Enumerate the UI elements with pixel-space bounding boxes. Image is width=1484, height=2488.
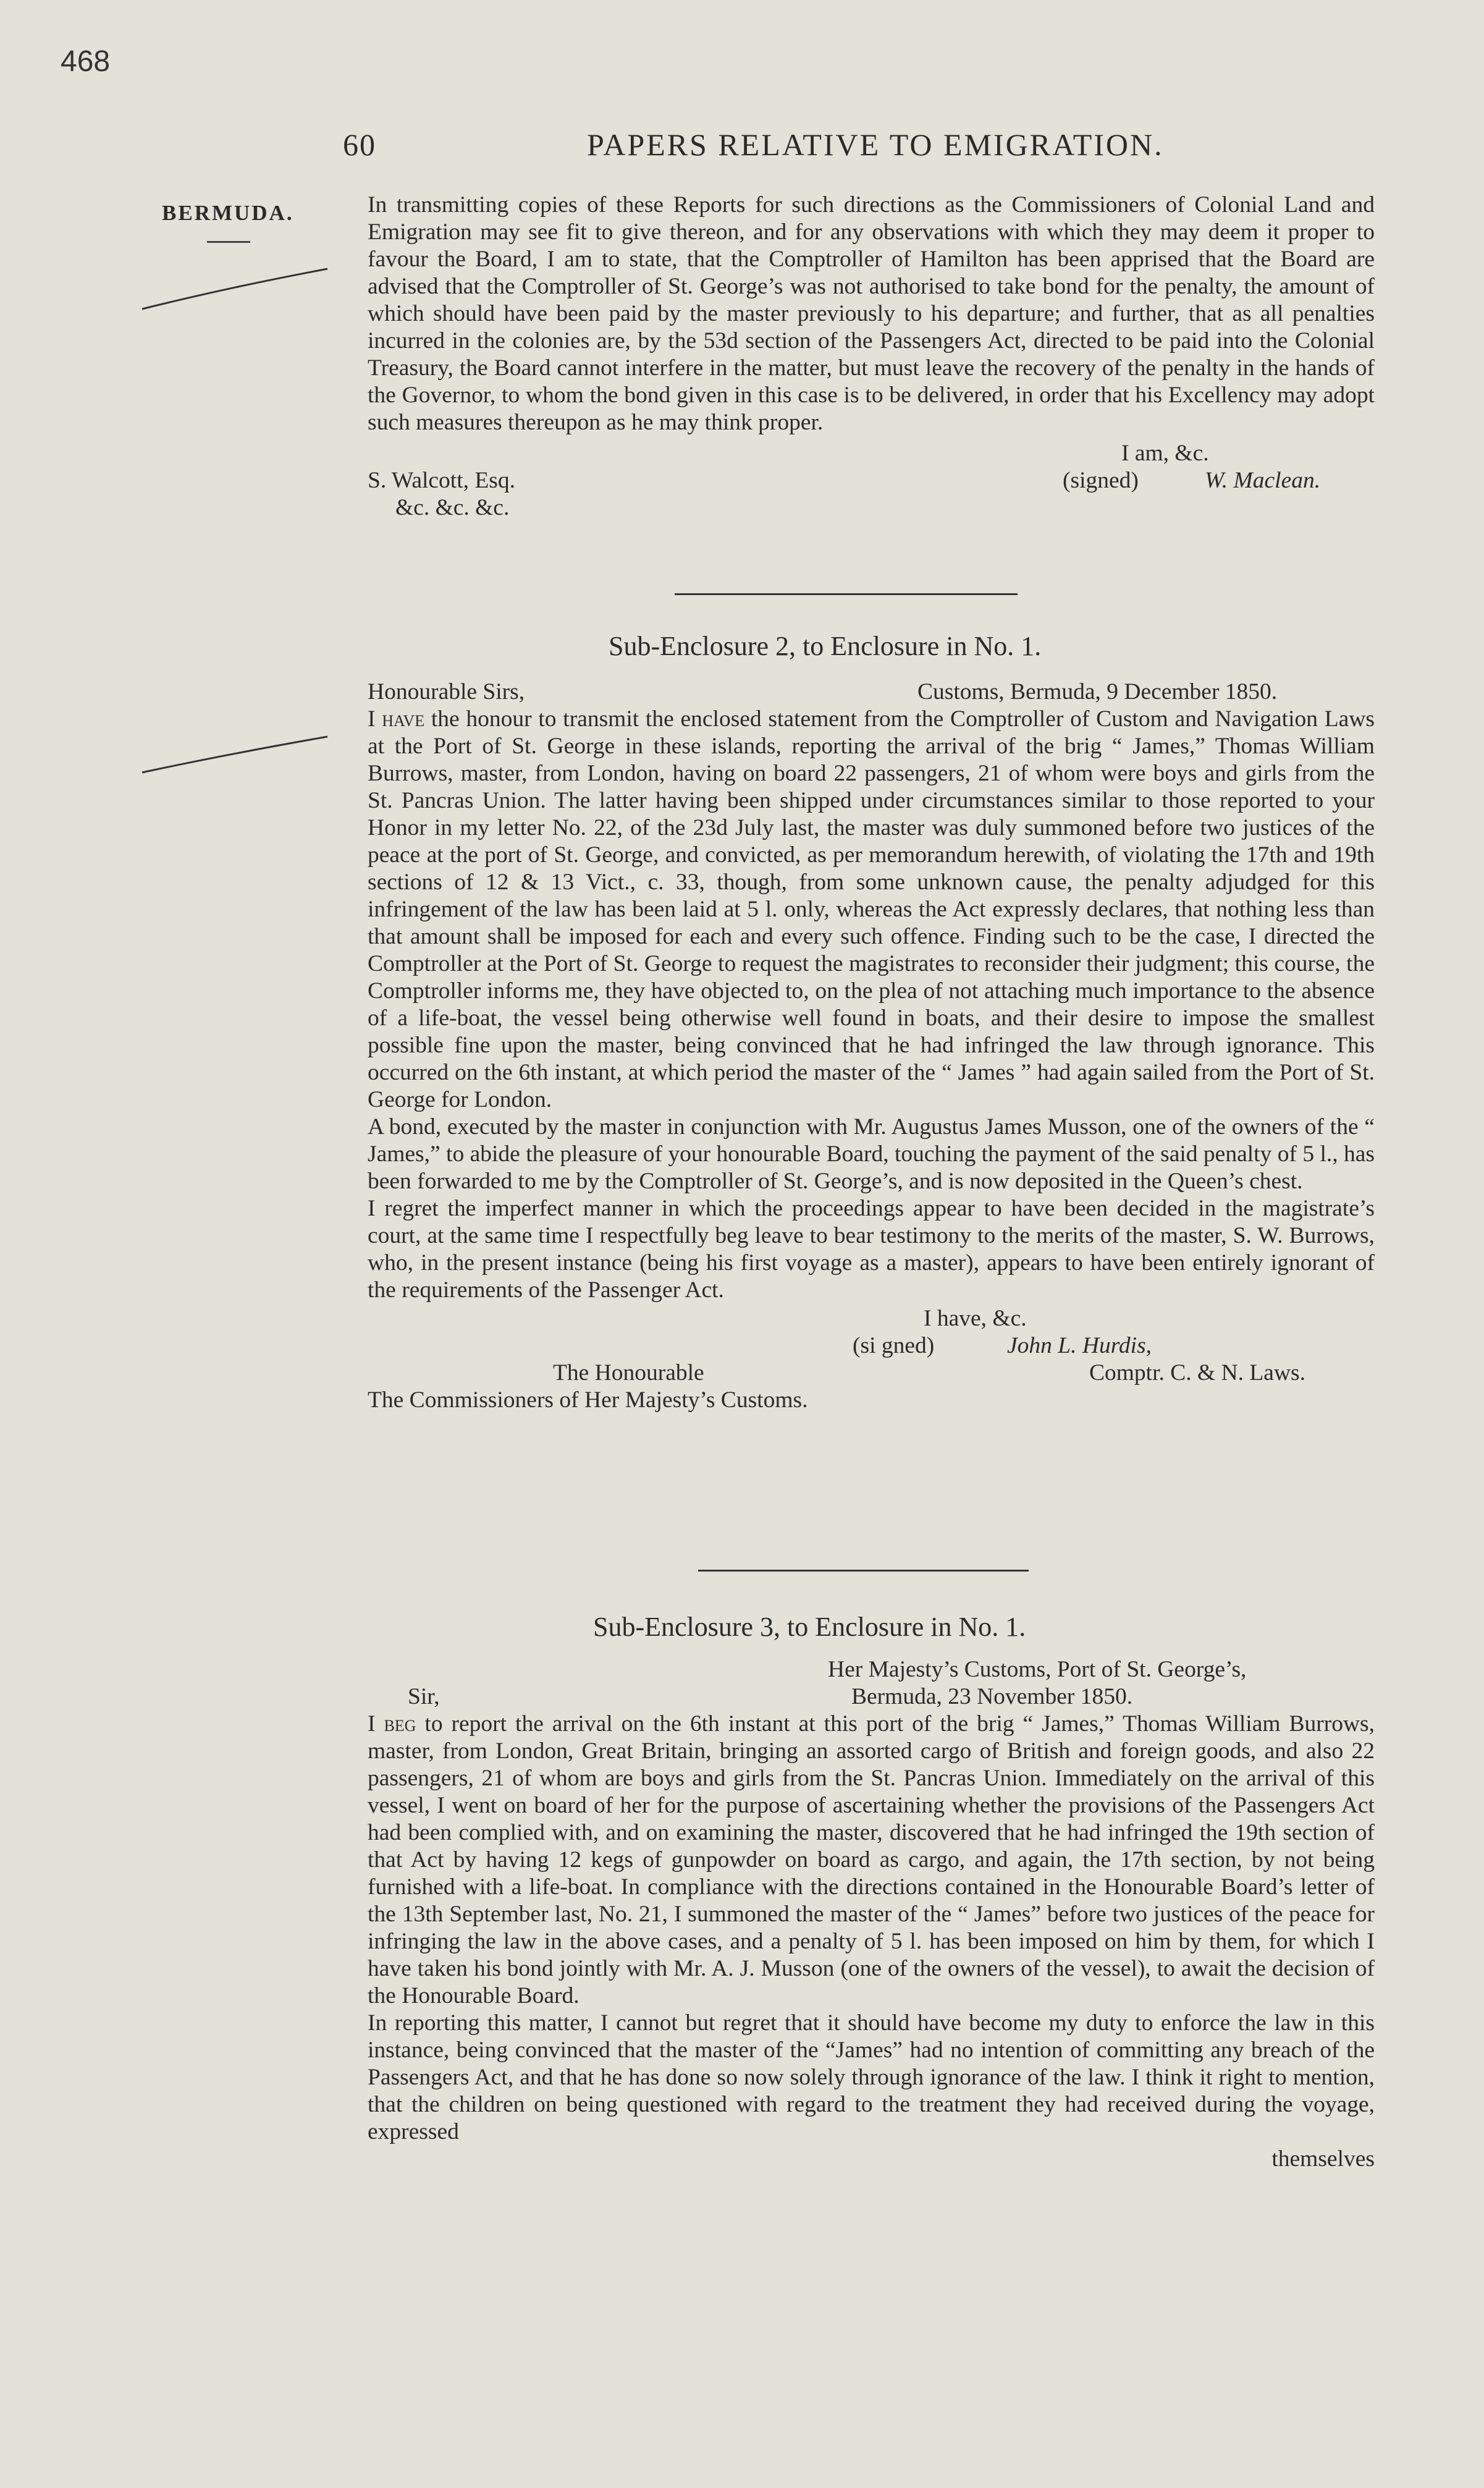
margin-label: BERMUDA. — [162, 201, 294, 225]
section-divider-1 — [675, 593, 1018, 595]
sub-enclosure-2-heading: Sub-Enclosure 2, to Enclosure in No. 1. — [609, 631, 1042, 661]
sub3-paragraph-1: to report the arrival on the 6th instant at this port of the brig “ James,” Thomas William Burrows, master, from London, Great Britain, bringing an assorted cargo of British and foreign goods, and also 22 passengers, 21 of whom are boys and girls from the St. Pancras Union. Immediately on the arrival of this vessel, I went on board of her for the purpose of ascertaining whether the provisions of the Passengers Act had been complied with, and on examining the master, discovered that he had infringed the 19th section of that Act by having 12 kegs of gunpowder on board as cargo, and again, the 17th section, by not being furnished with a life-boat. In compliance with the directions contained in the Honourable Board’s letter of the 13th September last, No. 21, I summoned the master of the “ James” before two justices of the peace for infringing the law in the above cases, and a penalty of 5 l. has been imposed on him by them, for which I have taken his bond jointly with Mr. A. J. Musson (one of the owners of the vessel), to await the decision of the Honourable Board. — [368, 1711, 1375, 2008]
sub3-date: Bermuda, 23 November 1850. — [851, 1684, 1133, 1709]
sub-enclosure-3 — [368, 1656, 1375, 2173]
letter-1-signatory: W. Maclean. — [1205, 468, 1321, 493]
letter-1-closing: I am, &c. — [1121, 441, 1209, 466]
catchword: themselves — [1271, 2146, 1375, 2172]
letter-1-addressee: S. Walcott, Esq. — [368, 468, 515, 493]
page-number: 60 — [343, 127, 376, 162]
sub3-salutation: Sir, — [408, 1684, 440, 1709]
sub-enclosure-3-heading: Sub-Enclosure 3, to Enclosure in No. 1. — [593, 1612, 1026, 1642]
sub2-signed: (si gned) — [853, 1333, 935, 1358]
pen-mark-2 — [136, 723, 334, 779]
sub3-lead-word: I beg — [368, 1711, 416, 1737]
sub2-addressee-2: The Commissioners of Her Majesty’s Customs. — [368, 1387, 808, 1413]
sub2-closing: I have, &c. — [924, 1306, 1027, 1331]
running-title: PAPERS RELATIVE TO EMIGRATION. — [587, 127, 1164, 162]
sub2-salutation: Honourable Sirs, — [368, 679, 525, 705]
letter-1-paragraph: In transmitting copies of these Reports for such directions as the Commissioners of Colonial Land and Emigration may see fit to give thereon, and for any observations with which they may deem it proper to favour the Board, I am to state, that the Comptroller of Hamilton has been apprised that the Board are advised that the Comptroller of St. George’s was not authorised to take bond for the penalty, the amount of which should have been paid by the master previously to his departure; and further, that as all penalties incurred in the colonies are, by the 53d section of the Passengers Act, directed to be paid into the Colonial Treasury, the Board cannot interfere in the matter, but must leave the recovery of the penalty in the hands of the Governor, to whom the bond given in this case is to be delivered, in order that his Excellency may adopt such measures thereupon as he may think proper. — [368, 192, 1375, 435]
sub2-addressee-1: The Honourable — [553, 1360, 704, 1386]
letter-1-addressee-etc: &c. &c. &c. — [395, 495, 510, 520]
sub3-place: Her Majesty’s Customs, Port of St. George’s, — [828, 1657, 1247, 1682]
sub2-lead-word: I have — [368, 706, 425, 732]
sub2-paragraph-2: A bond, executed by the master in conjunction with Mr. Augustus James Musson, one of the owners of the “ James,” to abide the pleasure of your honourable Board, touching the payment of the said penalty of 5 l., has been forwarded to me by the Comptroller of St. George’s, and is now deposited in the Queen’s chest. — [368, 1114, 1375, 1194]
section-divider-2 — [698, 1570, 1029, 1572]
archive-page-number: 468 — [61, 45, 111, 78]
sub2-place-date: Customs, Bermuda, 9 December 1850. — [917, 679, 1278, 705]
sub2-paragraph-1: the honour to transmit the enclosed statement from the Comptroller of Custom and Navigation Laws at the Port of St. George in these islands, reporting the arrival of the brig “ James,” Thomas William Burrows, master, from London, having on board 22 passengers, 21 of whom were boys and girls from the St. Pancras Union. The latter having been shipped under circumstances similar to those reported to your Honor in my letter No. 22, of the 23d July last, the master was duly summoned before two justices of the peace at the port of St. George, and convicted, as per memorandum herewith, of violating the 17th and 19th sections of 12 & 13 Vict., c. 33, though, from some unknown cause, the penalty adjudged for this infringement of the law has been laid at 5 l. only, whereas the Act expressly declares, that nothing less than that amount shall be imposed for each and every such offence. Finding such to be the case, I directed the Comptroller at the Port of St. George to request the magistrates to reconsider their judgment; this course, the Comptroller informs me, they have objected to, on the plea of not attaching much importance to the absence of a life-boat, the vessel being otherwise well found in boats, and their desire to impose the smallest possible fine upon the master, being convinced that he had infringed the law through ignorance. This occurred on the 6th instant, at which period the master of the “ James ” had again sailed from the Port of St. George for London. — [368, 706, 1375, 1112]
sub2-title: Comptr. C. & N. Laws. — [1089, 1360, 1306, 1386]
pen-mark-1 — [136, 260, 334, 315]
sub2-paragraph-3: I regret the imperfect manner in which the proceedings appear to have been decided in the magistrate’s court, at the same time I respectfully beg leave to bear testimony to the merits of the master, S. W. Burrows, who, in the present instance (being his first voyage as a master), appears to have been entirely ignorant of the requirements of the Passenger Act. — [368, 1196, 1375, 1303]
letter-1-signed: (signed) — [1063, 468, 1139, 493]
margin-dash — [207, 241, 250, 243]
sub-enclosure-2 — [368, 679, 1375, 1414]
letter-1 — [368, 192, 1375, 522]
sub3-paragraph-2: In reporting this matter, I cannot but regret that it should have become my duty to enforce the law in this instance, being convinced that the master of the “James” had no intention of committing any breach of the Passengers Act, and that he has done so now solely through ignorance of the law. I think it right to mention, that the children on being questioned with regard to the treatment they had received during the voyage, expressed — [368, 2010, 1375, 2144]
sub2-signatory: John L. Hurdis, — [1007, 1333, 1152, 1358]
